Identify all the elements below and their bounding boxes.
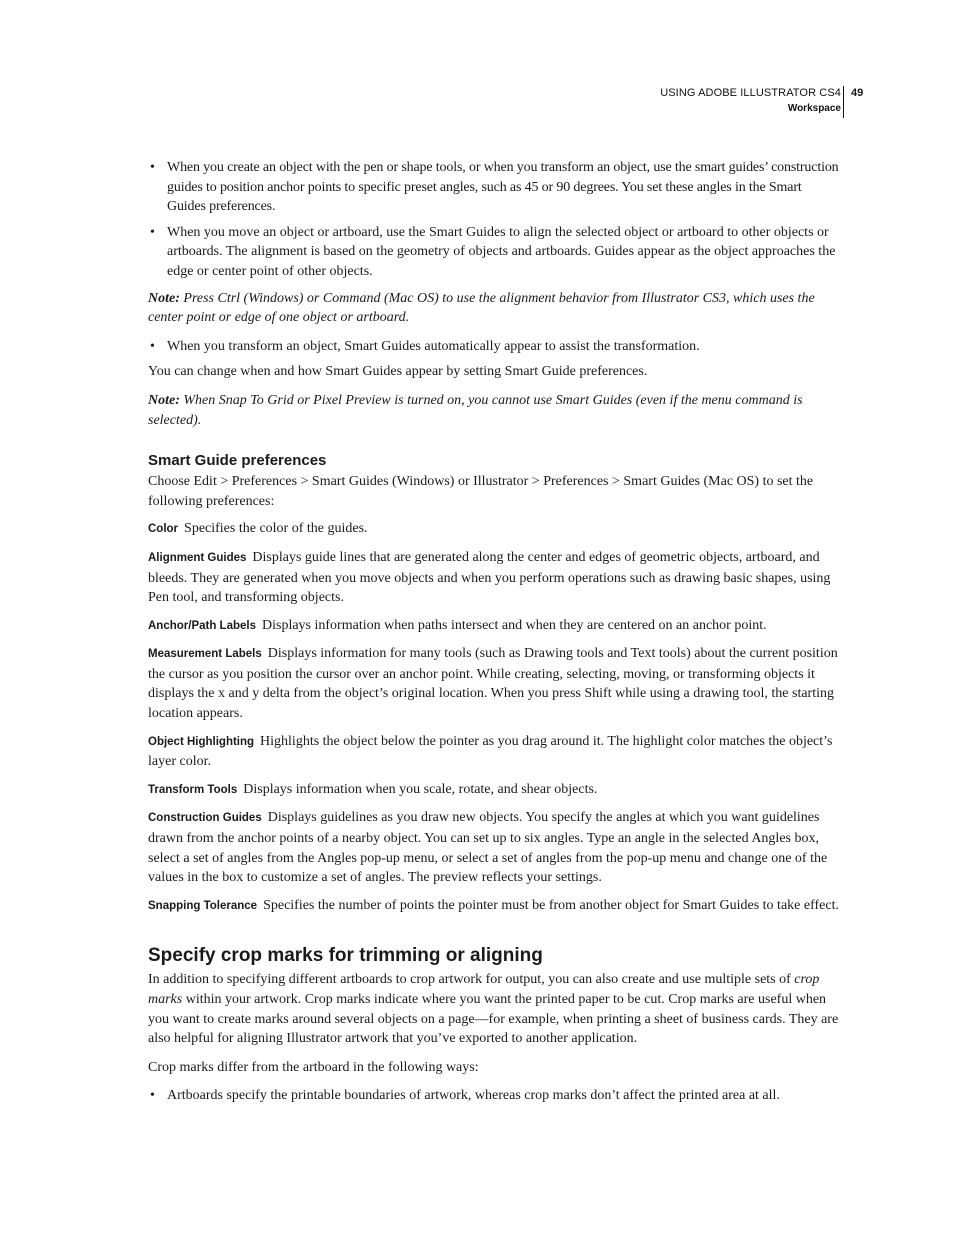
note-paragraph [148,289,840,328]
list-item-text: When you transform an object, Smart Guides automatically appear to assist the transformation. [167,338,700,354]
header-text [660,86,841,116]
bullet-glyph: • [150,338,155,354]
definition-item [148,548,840,608]
definition-item [148,780,840,801]
definition-item [148,616,840,637]
book-title: USING ADOBE ILLUSTRATOR CS4 [660,87,841,99]
definition-text: Displays guide lines that are generated along the center and edges of geometric objects, artboard, and bleeds. They are generated when you move objects and when you perform operations such as drawing basic shapes, using Pen tool, and transforming objects. [148,549,831,606]
definition-term: Color [148,523,179,536]
body-paragraph: You can change when and how Smart Guides appear by setting Smart Guide preferences. [148,364,648,380]
note-paragraph [148,391,840,430]
bullet-glyph: • [150,160,155,175]
note-label: Note: [148,290,180,306]
list-item [148,337,840,357]
list-item [148,223,840,282]
bullet-glyph: • [150,1088,155,1104]
definition-term: Measurement Labels [148,648,262,661]
note-label: Note: [148,392,180,408]
bullet-glyph: • [150,224,155,240]
definition-item [148,896,840,917]
definition-text: Highlights the object below the pointer as you drag around it. The highlight color matches the object’s layer color. [148,733,833,770]
crop-intro-after: within your artwork. Crop marks indicate where you want the printed paper to be cut. Crop marks are useful when you want to create marks around several objects on a page—for example, when printing a sheet of business cards. They are also helpful for aligning Illustrator artwork that you’ve exported to another application. [148,992,839,1047]
definition-text: Specifies the number of points the pointer must be from another object for Smart Guides to take effect. [263,897,839,913]
running-header [0,86,954,126]
definition-term: Alignment Guides [148,551,247,564]
definition-term: Anchor/Path Labels [148,619,256,632]
note-text: Press Ctrl (Windows) or Command (Mac OS) to use the alignment behavior from Illustrator CS3, which uses the center point or edge of one object or artboard. [148,290,815,326]
crop-intro-before: In addition to specifying different artboards to crop artwork for output, you can also create and use multiple sets of [148,972,795,988]
body-paragraph: Crop marks differ from the artboard in the following ways: [148,1059,479,1075]
body-paragraph: Choose Edit > Preferences > Smart Guides (Windows) or Illustrator > Preferences > Smart Guides (Mac OS) to set the following preferences: [148,474,814,509]
definition-item [148,644,840,723]
list-item-text: When you move an object or artboard, use the Smart Guides to align the selected object or artboard to other objects or artboards. The alignment is based on the geometry of objects and artboards. Guides appear as the object approaches the edge or center point of other objects. [167,224,836,279]
definition-text: Displays guidelines as you draw new objects. You specify the angles at which you want guidelines drawn from the anchor points of a nearby object. You can set up to six angles. Type an angle in the selected Angles box, select a set of angles from the Angles pop-up menu, or select a set of angles from the pop-up menu and change one of the values in the box to customize a set of angles. The preview reflects your settings. [148,810,828,886]
crop-marks-term: crop marks [148,972,820,1007]
list-item [148,1086,840,1106]
subsection-heading: Smart Guide preferences [148,452,327,470]
definition-text: Displays information when paths intersect and when they are centered on an anchor point. [262,617,767,633]
definition-term: Construction Guides [148,812,262,825]
definition-item [148,732,840,772]
definition-term: Snapping Tolerance [148,899,258,912]
page-number: 49 [851,87,864,99]
list-item-text: Artboards specify the printable boundaries of artwork, whereas crop marks don’t affect the printed area at all. [167,1088,780,1104]
list-item-text: When you create an object with the pen or shape tools, or when you transform an object, use the smart guides’ construction guides to position anchor points to specific preset angles, such as 45 or 90 degrees. You set these angles in the Smart Guides preferences. [167,160,839,215]
definition-term: Transform Tools [148,783,238,796]
definition-list [148,519,840,916]
definition-text: Displays information for many tools (such as Drawing tools and Text tools) about the current position the cursor as you position the cursor over an anchor point. While creating, selecting, moving, or transforming objects it displays the x and y delta from the object’s original location. When you press Shift while using a drawing tool, the starting location appears. [148,646,838,722]
list-item [148,158,840,217]
page-body [148,158,840,1106]
definition-term: Object Highlighting [148,735,255,748]
section-heading: Specify crop marks for trimming or aligning [148,945,543,967]
definition-text: Displays information when you scale, rotate, and shear objects. [243,781,598,797]
definition-item [148,808,840,887]
definition-item [148,519,840,540]
section-name: Workspace [787,103,841,114]
definition-text: Specifies the color of the guides. [184,521,368,537]
body-paragraph [148,970,840,1048]
header-divider [843,86,844,118]
note-text: When Snap To Grid or Pixel Preview is turned on, you cannot use Smart Guides (even if the menu command is selected). [148,392,803,428]
